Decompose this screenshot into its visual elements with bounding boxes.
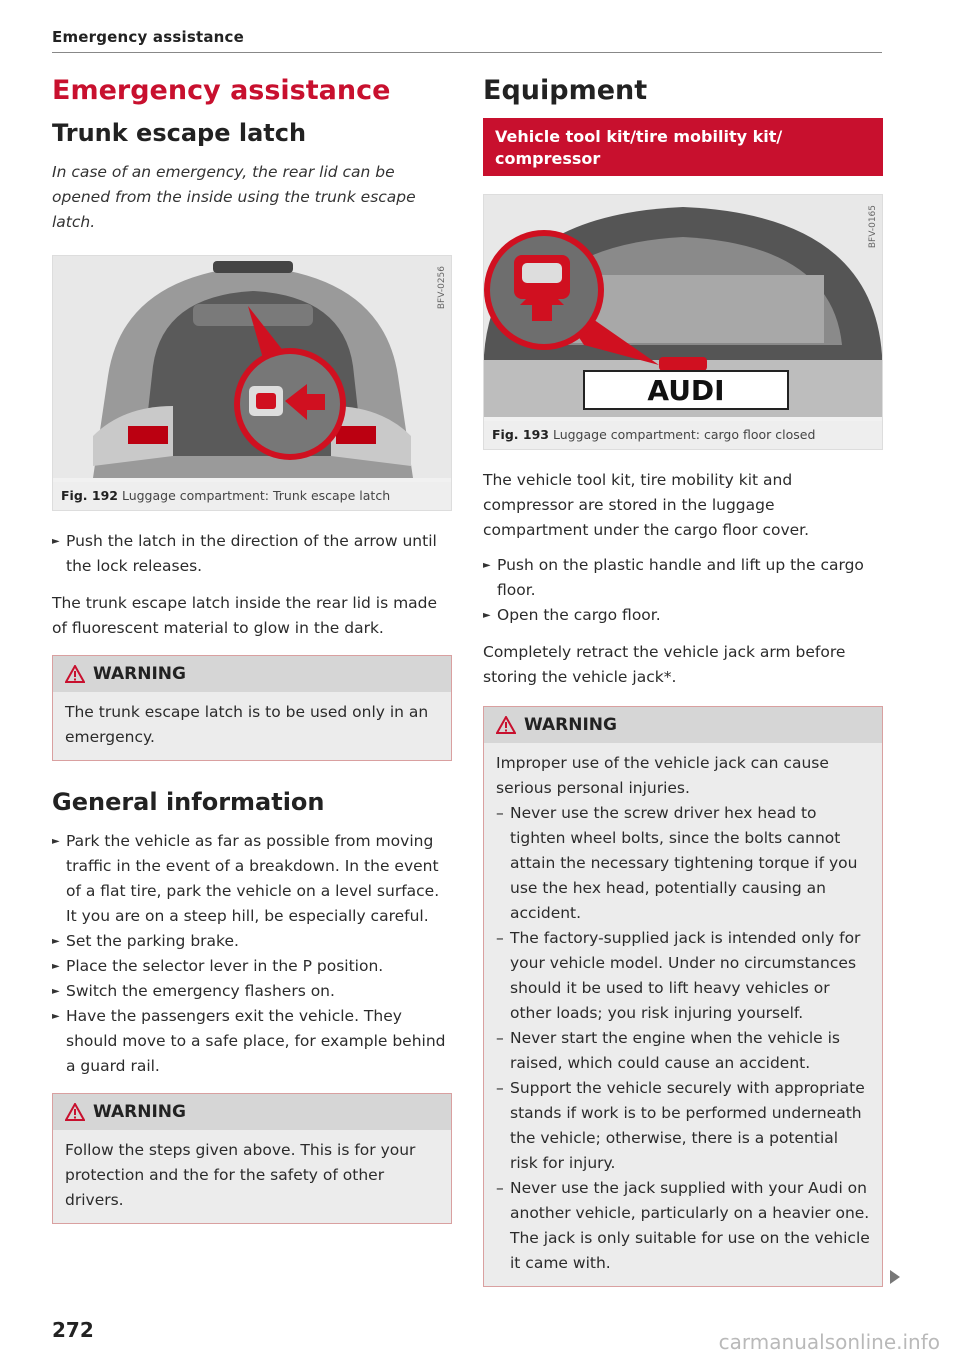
warning-text: Follow the steps given above. This is for your protection and the for the safety of other drivers. (65, 1141, 416, 1209)
equipment-title: Equipment (483, 75, 648, 106)
warning-box (52, 655, 452, 761)
list-item: – Never start the engine when the vehicle is raised, which could cause an accident. (496, 1026, 870, 1076)
warning-box (52, 1093, 452, 1224)
subsection-banner: Vehicle tool kit/tire mobility kit/ compressor (483, 118, 883, 176)
figure-number: Fig. 193 (492, 427, 549, 442)
list-item: ► Switch the emergency flashers on. (52, 979, 452, 1004)
body-text: The trunk escape latch inside the rear lid is made of fluorescent material to glow in the dark. (52, 594, 438, 637)
right-column (483, 74, 883, 1313)
list-item: ► Have the passengers exit the vehicle. They should move to a safe place, for example behind a guard rail. (52, 1004, 452, 1079)
warning-intro: Improper use of the vehicle jack can cause serious personal injuries. (496, 754, 829, 797)
intro-text: In case of an emergency, the rear lid can be opened from the inside using the trunk escape latch. (52, 163, 416, 231)
license-plate-text: AUDI (647, 374, 725, 407)
warning-box (483, 706, 883, 1287)
left-column (52, 74, 452, 1250)
warning-text: The trunk escape latch is to be used only in an emergency. (65, 703, 429, 746)
warning-header (53, 656, 451, 692)
list-item: – Never use the screw driver hex head to tighten wheel bolts, since the bolts cannot attain the necessary tightening torque if you use the hex head, potentially causing an accident. (496, 801, 870, 926)
figure-number: Fig. 192 (61, 488, 118, 503)
warning-header (484, 707, 882, 743)
header-rule (52, 52, 882, 53)
list-item: ► Push the latch in the direction of the arrow until the lock releases. (52, 529, 452, 579)
figure-code: BFV-0256 (437, 266, 447, 310)
warning-label: WARNING (93, 664, 186, 684)
list-item: – Never use the jack supplied with your Audi on another vehicle, particularly on a heavier one. The jack is only suitable for use on the vehicle it came with. (496, 1176, 870, 1276)
body-text: The vehicle tool kit, tire mobility kit and compressor are stored in the luggage compartment under the cargo floor cover. (483, 471, 810, 539)
warning-triangle-icon (496, 716, 516, 734)
warning-triangle-icon (65, 665, 85, 683)
list-item: ► Push on the plastic handle and lift up the cargo floor. (483, 553, 883, 603)
cargo-floor-steps (483, 553, 883, 628)
continue-arrow-icon (890, 1270, 900, 1284)
general-information-title: General information (52, 788, 325, 816)
list-item: ► Set the parking brake. (52, 929, 452, 954)
list-item: ► Open the cargo floor. (483, 603, 883, 628)
warning-label: WARNING (524, 715, 617, 735)
warning-label: WARNING (93, 1102, 186, 1122)
figure-caption (53, 482, 451, 510)
warning-header (53, 1094, 451, 1130)
section-title: Emergency assistance (52, 75, 391, 106)
figure-caption (484, 421, 882, 449)
figure-caption-text: Luggage compartment: cargo floor closed (552, 427, 816, 442)
general-steps (52, 829, 452, 1079)
list-item: ► Place the selector lever in the P position. (52, 954, 452, 979)
list-item: – Support the vehicle securely with appropriate stands if work is to be performed underneath the vehicle; otherwise, there is a potential risk for injury. (496, 1076, 870, 1176)
footer-watermark: carmanualsonline.info (718, 1330, 940, 1354)
trunk-latch-illustration (53, 256, 451, 482)
list-item: – The factory-supplied jack is intended only for your vehicle model. Under no circumstances should it be used to lift heavy vehicles or other loads; you risk injuring yourself. (496, 926, 870, 1026)
figure-code: BFV-0165 (868, 205, 878, 249)
warning-list (496, 801, 870, 1276)
page-number: 272 (52, 1318, 94, 1342)
figure-caption-text: Luggage compartment: Trunk escape latch (121, 488, 391, 503)
figure-193 (483, 194, 883, 450)
cargo-floor-illustration (484, 195, 882, 421)
latch-steps (52, 529, 452, 579)
body-text: Completely retract the vehicle jack arm before storing the vehicle jack*. (483, 643, 846, 686)
list-item: ► Park the vehicle as far as possible from moving traffic in the event of a breakdown. In the event of a flat tire, park the vehicle on a level surface. It you are on a steep hill, be especially careful. (52, 829, 452, 929)
running-header: Emergency assistance (52, 28, 245, 46)
warning-triangle-icon (65, 1103, 85, 1121)
figure-192 (52, 255, 452, 511)
subsection-title: Trunk escape latch (52, 119, 307, 147)
